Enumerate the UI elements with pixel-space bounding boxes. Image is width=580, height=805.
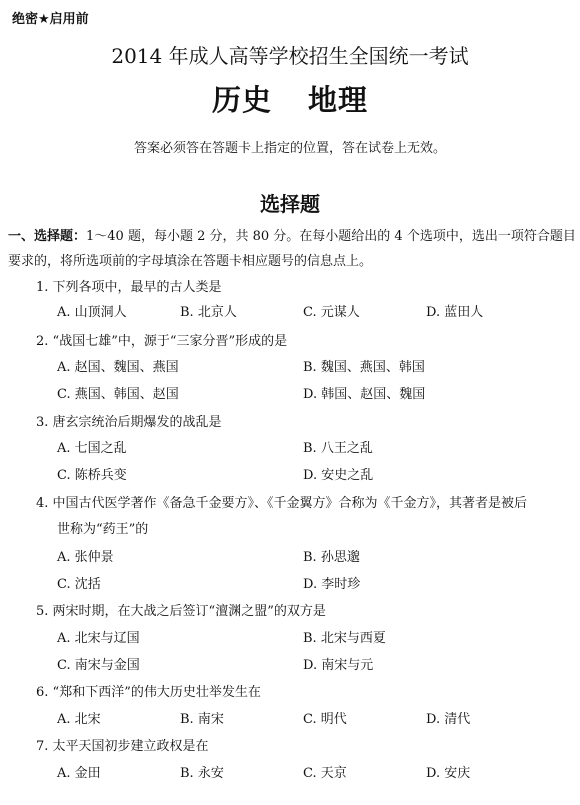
question-3-option-b[interactable]: B. 八王之乱 (303, 441, 373, 456)
question-2-option-b[interactable]: B. 魏国、燕国、韩国 (303, 360, 425, 375)
question-2-option-c[interactable]: C. 燕国、韩国、赵国 (57, 387, 179, 402)
question-1-option-a[interactable]: A. 山顶洞人 (57, 305, 127, 320)
confidentiality-label: 绝密★启用前 (12, 12, 89, 27)
subject-heading (0, 78, 580, 119)
question-7-option-a[interactable]: A. 金田 (57, 766, 101, 781)
question-4-option-a[interactable]: A. 张仲景 (57, 550, 114, 565)
instructions-text: 1～40 题，每小题 2 分，共 80 分。在每小题给出的 4 个选项中，选出一项符合题目要求的，将所选项前的字母填涂在答题卡相应题号的信息点上。 (8, 229, 576, 269)
section-instructions (8, 224, 578, 274)
question-5-option-b[interactable]: B. 北宋与西夏 (303, 631, 386, 646)
question-1-option-b[interactable]: B. 北京人 (180, 305, 237, 320)
question-5-option-c[interactable]: C. 南宋与金国 (57, 658, 140, 673)
question-2-stem: 2. “战国七雄”中，源于“三家分晋”形成的是 (36, 334, 288, 349)
question-5-stem: 5. 两宋时期，在大战之后签订“澶渊之盟”的双方是 (36, 604, 326, 619)
question-1-option-c[interactable]: C. 元谋人 (303, 305, 360, 320)
question-1-stem: 1. 下列各项中，最早的古人类是 (36, 280, 222, 295)
section-title: 选择题 (260, 192, 320, 216)
question-4-option-c[interactable]: C. 沈括 (57, 577, 101, 592)
question-2-option-a[interactable]: A. 赵国、魏国、燕国 (57, 360, 179, 375)
answer-notice: 答案必须答在答题卡上指定的位置，答在试卷上无效。 (133, 141, 446, 156)
question-7-option-b[interactable]: B. 永安 (180, 766, 224, 781)
question-1-option-d[interactable]: D. 蓝田人 (426, 305, 484, 320)
question-2-option-d[interactable]: D. 韩国、赵国、魏国 (303, 387, 426, 402)
question-6-option-c[interactable]: C. 明代 (303, 712, 347, 727)
question-4-option-d[interactable]: D. 李时珍 (303, 577, 361, 592)
question-3-option-a[interactable]: A. 七国之乱 (57, 441, 127, 456)
question-7-stem: 7. 太平天国初步建立政权是在 (36, 739, 209, 754)
question-6-stem: 6. “郑和下西洋”的伟大历史壮举发生在 (36, 685, 261, 700)
question-4-option-b[interactable]: B. 孙思邈 (303, 550, 360, 565)
subject-geography: 地理 (308, 83, 369, 117)
subject-history: 历史 (211, 83, 272, 117)
question-6-option-a[interactable]: A. 北宋 (57, 712, 101, 727)
question-3-option-c[interactable]: C. 陈桥兵变 (57, 468, 127, 483)
question-7-option-d[interactable]: D. 安庆 (426, 766, 471, 781)
question-3-stem: 3. 唐玄宗统治后期爆发的战乱是 (36, 415, 222, 430)
question-3-option-d[interactable]: D. 安史之乱 (303, 468, 374, 483)
question-4-stem: 4. 中国古代医学著作《备急千金要方》、《千金翼方》合称为《千金方》，其著者是被后 (36, 496, 528, 511)
exam-title: 2014 年成人高等学校招生全国统一考试 (111, 44, 469, 68)
question-4-stem-continued: 世称为“药王”的 (57, 522, 149, 537)
question-5-option-a[interactable]: A. 北宋与辽国 (57, 631, 140, 646)
question-6-option-b[interactable]: B. 南宋 (180, 712, 224, 727)
question-7-option-c[interactable]: C. 天京 (303, 766, 347, 781)
question-6-option-d[interactable]: D. 清代 (426, 712, 471, 727)
question-5-option-d[interactable]: D. 南宋与元 (303, 658, 374, 673)
part-label: 一、选择题： (8, 229, 87, 244)
